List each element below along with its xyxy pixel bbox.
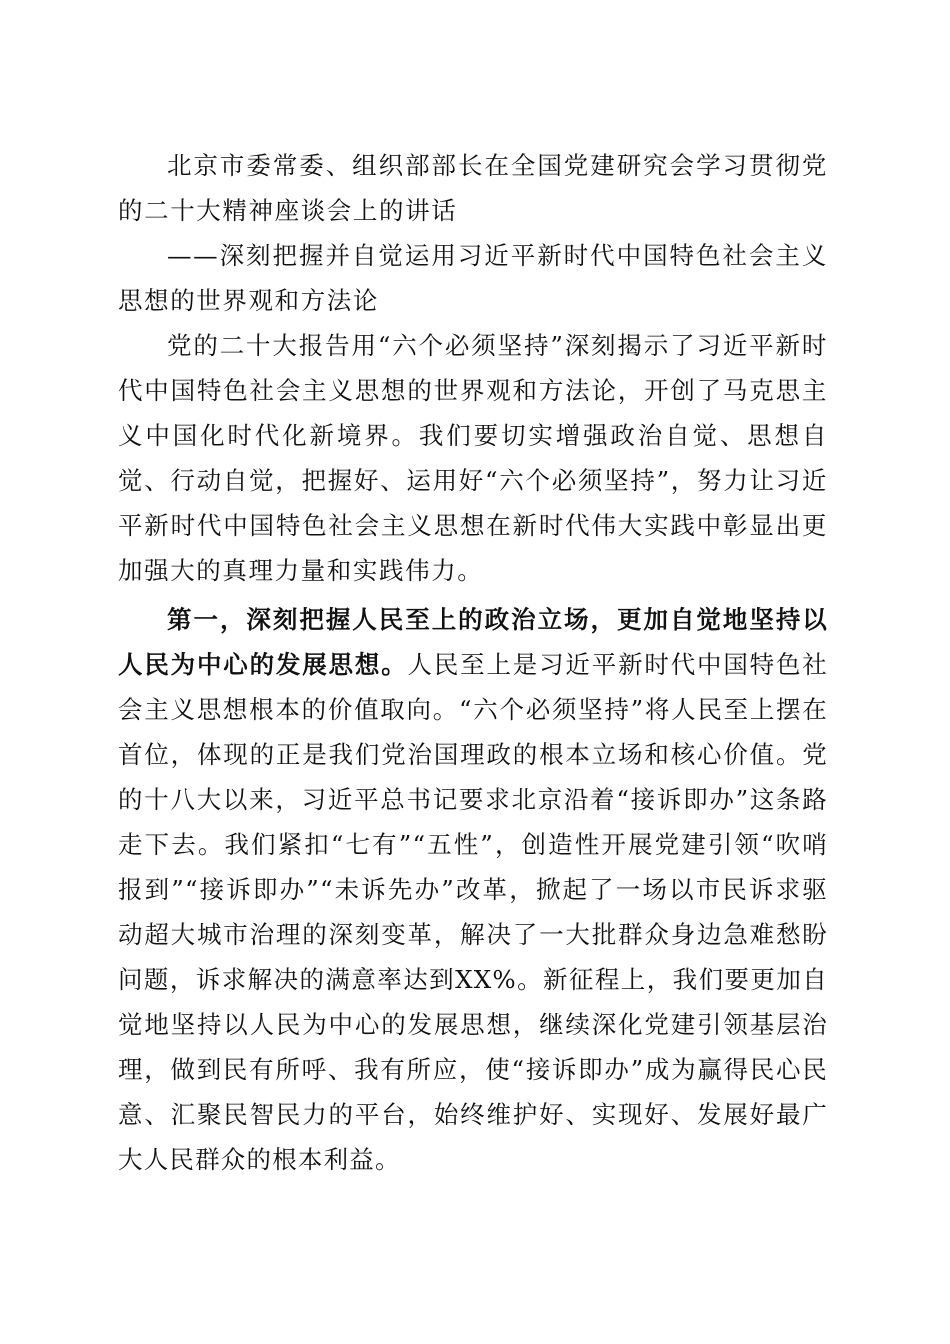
paragraph-first-point [118,597,828,1182]
paragraph-intro: 党的二十大报告用“六个必须坚持”深刻揭示了习近平新时代中国特色社会主义思想的世界观和方法论，开创了马克思主义中国化时代化新境界。我们要切实增强政治自觉、思想自觉、行动自觉，把握好、运用好“六个必须坚持”，努力让习近平新时代中国特色社会主义思想在新时代伟大实践中彰显出更加强大的真理力量和实践伟力。 [118,331,828,585]
paragraph-body: 人民至上是习近平新时代中国特色社会主义思想根本的价值取向。“六个必须坚持”将人民至上摆在首位，体现的正是我们党治国理政的根本立场和核心价值。党的十八大以来，习近平总书记要求北京沿着“接诉即办”这条路走下去。我们紧扣“七有”“五性”，创造性开展党建引领“吹哨报到”“接诉即办”“未诉先办”改革，掀起了一场以市民诉求驱动超大城市治理的深刻变革，解决了一大批群众身边急难愁盼问题，诉求解决的满意率达到XX%。新征程上，我们要更加自觉地坚持以人民为中心的发展思想，继续深化党建引领基层治理，做到民有所呼、我有所应，使“接诉即办”成为赢得民心民意、汇聚民智民力的平台，始终维护好、实现好、发展好最广大人民群众的根本利益。 [118,650,828,1174]
document-title: 北京市委常委、组织部部长在全国党建研究会学习贯彻党的二十大精神座谈会上的讲话 [118,151,828,225]
document-body [118,143,828,1182]
paragraph-lead-heading: 第一，深刻把握人民至上的政治立场，更加自觉地坚持以人民为中心的发展思想。 [118,605,828,679]
document-subtitle: ——深刻把握并自觉运用习近平新时代中国特色社会主义思想的世界观和方法论 [118,241,828,315]
